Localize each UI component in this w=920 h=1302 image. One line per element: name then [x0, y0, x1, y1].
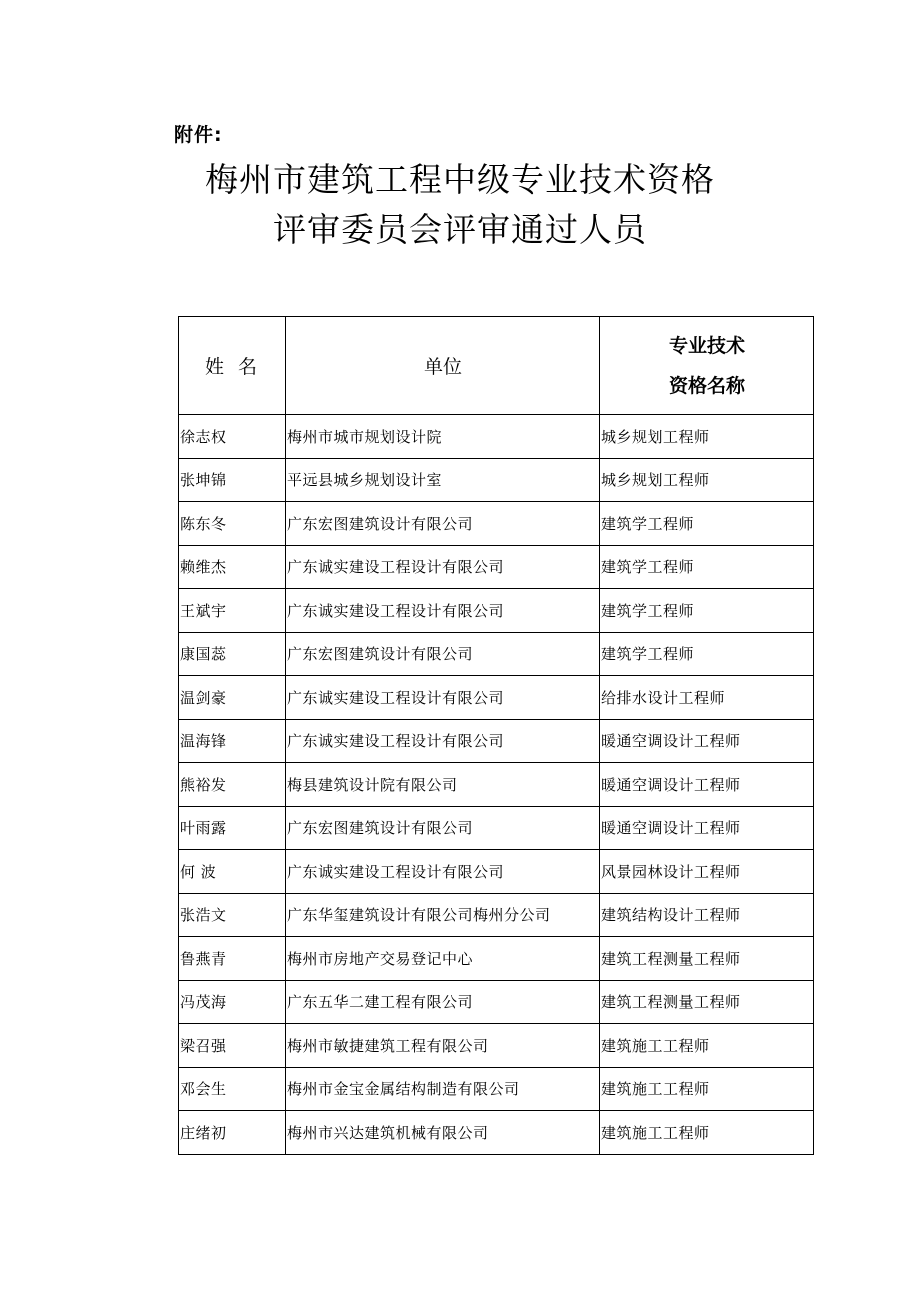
- cell-unit: 梅州市金宝金属结构制造有限公司: [286, 1067, 600, 1111]
- table-row: [179, 1024, 814, 1068]
- table-row: [179, 502, 814, 546]
- cell-qualification: 建筑学工程师: [600, 632, 814, 676]
- table-row: [179, 545, 814, 589]
- cell-qualification: 给排水设计工程师: [600, 676, 814, 720]
- table-header-row: [179, 317, 814, 415]
- cell-unit: 广东诚实建设工程设计有限公司: [286, 589, 600, 633]
- cell-name: 王斌宇: [179, 589, 286, 633]
- table-row: [179, 850, 814, 894]
- cell-unit: 广东宏图建筑设计有限公司: [286, 806, 600, 850]
- cell-unit: 梅州市敏捷建筑工程有限公司: [286, 1024, 600, 1068]
- cell-name: 叶雨露: [179, 806, 286, 850]
- cell-qualification: 城乡规划工程师: [600, 458, 814, 502]
- cell-qualification: 建筑施工工程师: [600, 1111, 814, 1155]
- cell-unit: 广东宏图建筑设计有限公司: [286, 632, 600, 676]
- document-title-line2: 评审委员会评审通过人员: [273, 210, 647, 249]
- cell-unit: 广东诚实建设工程设计有限公司: [286, 719, 600, 763]
- table-row: [179, 415, 814, 459]
- table-row: [179, 1111, 814, 1155]
- table-row: [179, 763, 814, 807]
- cell-unit: 广东宏图建筑设计有限公司: [286, 502, 600, 546]
- cell-name: 张浩文: [179, 893, 286, 937]
- table-row: [179, 1067, 814, 1111]
- cell-qualification: 暖通空调设计工程师: [600, 763, 814, 807]
- cell-qualification: 建筑施工工程师: [600, 1067, 814, 1111]
- header-name: 姓名: [179, 317, 286, 415]
- document-title-line1: 梅州市建筑工程中级专业技术资格: [205, 160, 715, 199]
- cell-name: 鲁燕青: [179, 937, 286, 981]
- cell-unit: 广东诚实建设工程设计有限公司: [286, 545, 600, 589]
- cell-name: 徐志权: [179, 415, 286, 459]
- cell-name: 康国蕊: [179, 632, 286, 676]
- header-qualification: [600, 317, 814, 415]
- table-row: [179, 893, 814, 937]
- table-row: [179, 980, 814, 1024]
- cell-name: 陈东冬: [179, 502, 286, 546]
- cell-unit: 广东诚实建设工程设计有限公司: [286, 676, 600, 720]
- cell-name: 温海锋: [179, 719, 286, 763]
- cell-qualification: 风景园林设计工程师: [600, 850, 814, 894]
- approved-personnel-table: [178, 316, 814, 1155]
- cell-unit: 广东华玺建筑设计有限公司梅州分公司: [286, 893, 600, 937]
- header-qualification-line2: 资格名称: [668, 374, 745, 397]
- table-row: [179, 589, 814, 633]
- header-qualification-line1: 专业技术: [668, 334, 745, 357]
- attachment-label: 附件:: [174, 124, 223, 146]
- table-row: [179, 806, 814, 850]
- cell-unit: 广东五华二建工程有限公司: [286, 980, 600, 1024]
- cell-name: 何 波: [179, 850, 286, 894]
- cell-unit: 梅县建筑设计院有限公司: [286, 763, 600, 807]
- cell-qualification: 建筑学工程师: [600, 589, 814, 633]
- table-row: [179, 458, 814, 502]
- cell-unit: 广东诚实建设工程设计有限公司: [286, 850, 600, 894]
- cell-qualification: 暖通空调设计工程师: [600, 719, 814, 763]
- cell-qualification: 建筑工程测量工程师: [600, 980, 814, 1024]
- cell-qualification: 建筑学工程师: [600, 545, 814, 589]
- cell-name: 梁召强: [179, 1024, 286, 1068]
- cell-qualification: 建筑结构设计工程师: [600, 893, 814, 937]
- cell-name: 温剑豪: [179, 676, 286, 720]
- table-row: [179, 676, 814, 720]
- cell-qualification: 建筑工程测量工程师: [600, 937, 814, 981]
- cell-qualification: 建筑学工程师: [600, 502, 814, 546]
- cell-qualification: 建筑施工工程师: [600, 1024, 814, 1068]
- cell-name: 庄绪初: [179, 1111, 286, 1155]
- table-row: [179, 937, 814, 981]
- cell-name: 冯茂海: [179, 980, 286, 1024]
- cell-qualification: 暖通空调设计工程师: [600, 806, 814, 850]
- cell-name: 张坤锦: [179, 458, 286, 502]
- table-row: [179, 632, 814, 676]
- cell-qualification: 城乡规划工程师: [600, 415, 814, 459]
- cell-name: 熊裕发: [179, 763, 286, 807]
- cell-unit: 梅州市兴达建筑机械有限公司: [286, 1111, 600, 1155]
- cell-name: 赖维杰: [179, 545, 286, 589]
- cell-name: 邓会生: [179, 1067, 286, 1111]
- cell-unit: 梅州市城市规划设计院: [286, 415, 600, 459]
- header-unit: 单位: [286, 317, 600, 415]
- cell-unit: 平远县城乡规划设计室: [286, 458, 600, 502]
- cell-unit: 梅州市房地产交易登记中心: [286, 937, 600, 981]
- table-row: [179, 719, 814, 763]
